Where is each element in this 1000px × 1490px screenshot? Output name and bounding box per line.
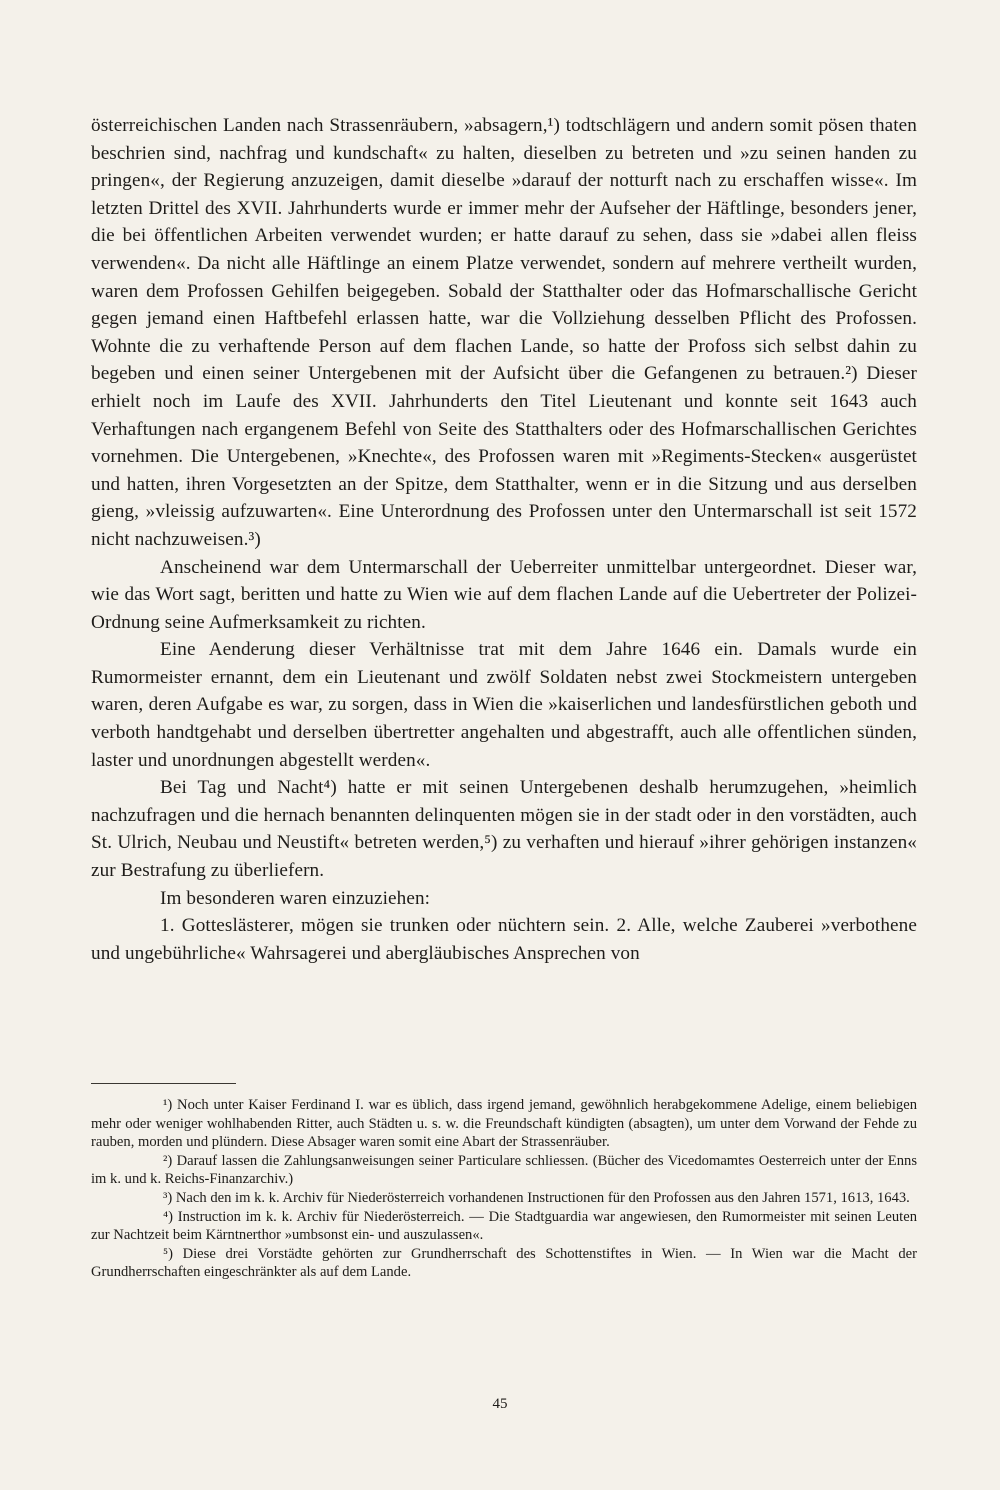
paragraph-continuation: österreichischen Landen nach Strassenräubern, »absagern,¹) todtschlägern und andern somit pösen thaten beschrien sind, nachfrag und kundschaft« zu halten, dieselben zu betreten und »zu seinen handen zu pringen«, der Regierung anzuzeigen, damit dieselbe »darauf der notturft nach zu erschaffen wisse«. Im letzten Drittel des XVII. Jahrhunderts wurde er immer mehr der Aufseher der Häftlinge, besonders jener, die bei öffentlichen Arbeiten verwendet wurden; er hatte darauf zu sehen, dass sie »dabei allen fleiss verwenden«. Da nicht alle Häftlinge an einem Platze verwendet, sondern auf mehrere vertheilt wurden, waren dem Profossen Gehilfen beigegeben. Sobald der Statthalter oder das Hofmarschallische Gericht gegen jemand einen Haftbefehl erlassen hatte, war die Vollziehung desselben Pflicht des Profossen. Wohnte die zu verhaftende Person auf dem flachen Lande, so hatte der Profoss sich selbst dahin zu begeben und einen seiner Untergebenen mit der Aufsicht über die Gefangenen zu betrauen.²) Dieser erhielt noch im Laufe des XVII. Jahrhunderts den Titel Lieutenant und konnte seit 1643 auch Verhaftungen nach ergangenem Befehl von Seite des Statthalters oder des Hofmarschallischen Gerichtes vornehmen. Die Untergebenen, »Knechte«, des Profossen waren mit »Regiments-Stecken« ausgerüstet und hatten, ihren Vorgesetzten an der Spitze, dem Statthalter, wenn er in die Sitzung und aus derselben gieng, »vleissig aufzuwarten«. Eine Unterordnung des Profossen unter den Untermarschall ist seit 1572 nicht nachzuweisen.³): [91, 115, 917, 550]
footnote-4: ⁴) Instruction im k. k. Archiv für Niederösterreich. — Die Stadtguardia war angewiesen, den Rumormeister mit seinen Leuten zur Nachtzeit beim Kärntnerthor »umbsonst ein- und auszulassen«.: [91, 1208, 917, 1244]
main-text: [91, 112, 917, 967]
paragraph-tag-und-nacht: Bei Tag und Nacht⁴) hatte er mit seinen Untergebenen deshalb herumzugehen, »heimlich nachzufragen und die hernach benannten delinquenten mögen sie in der stadt oder in den vorstädten, auch St. Ulrich, Neubau und Neustift« betreten werden,⁵) zu verhaften und hierauf »ihrer gehörigen instanzen« zur Bestrafung zu überliefern.: [91, 777, 917, 882]
footnote-divider: [91, 1083, 236, 1084]
footnote-2: ²) Darauf lassen die Zahlungsanweisungen seiner Particulare schliessen. (Bücher des Vicedomamtes Oesterreich unter der Enns im k. und k. Reichs-Finanzarchiv.): [91, 1152, 917, 1188]
footnote-3: ³) Nach den im k. k. Archiv für Niederösterreich vorhandenen Instructionen für den Profossen aus den Jahren 1571, 1613, 1643.: [163, 1189, 910, 1206]
footnote-1: ¹) Noch unter Kaiser Ferdinand I. war es üblich, dass irgend jemand, gewöhnlich herabgekommene Adelige, einem beliebigen mehr oder weniger wohlhabenden Ritter, auch Städten u. s. w. die Freundschaft kündigten (absagten), um unter dem Vorwand der Fehde zu rauben, morden und plündern. Diese Absager waren somit eine Abart der Strassenräuber.: [91, 1097, 917, 1151]
paragraph-ueberreiter: Anscheinend war dem Untermarschall der Ueberreiter unmittelbar untergeordnet. Dieser war, wie das Wort sagt, beritten und hatte zu Wien wie auf dem flachen Lande auf die Uebertreter der Polizei-Ordnung seine Aufmerksamkeit zu richten.: [91, 556, 917, 633]
paragraph-rumormeister: Eine Aenderung dieser Verhältnisse trat mit dem Jahre 1646 ein. Damals wurde ein Rumormeister ernannt, dem ein Lieutenant und zwölf Soldaten nebst zwei Stockmeistern untergeben waren, deren Aufgabe es war, zu sorgen, dass in Wien die »kaiserlichen und landesfürstlichen geboth und verboth handtgehabt und derselben übertretter angehalten und abgestrafft, auch alle offentlichen sünden, laster und unordnungen abgestellt werden«.: [91, 639, 917, 771]
page-number: 45: [492, 1396, 508, 1412]
paragraph-einzuziehen: Im besonderen waren einzuziehen:: [160, 887, 431, 909]
footnote-5: ⁵) Diese drei Vorstädte gehörten zur Grundherrschaft des Schottenstiftes in Wien. — In Wien war die Macht der Grundherrschaften eingeschränkter als auf dem Lande.: [91, 1245, 917, 1281]
footnotes: [91, 1096, 917, 1282]
paragraph-list-start: 1. Gotteslästerer, mögen sie trunken oder nüchtern sein. 2. Alle, welche Zauberei »verbothene und ungebührliche« Wahrsagerei und abergläubisches Ansprechen von: [91, 915, 917, 964]
